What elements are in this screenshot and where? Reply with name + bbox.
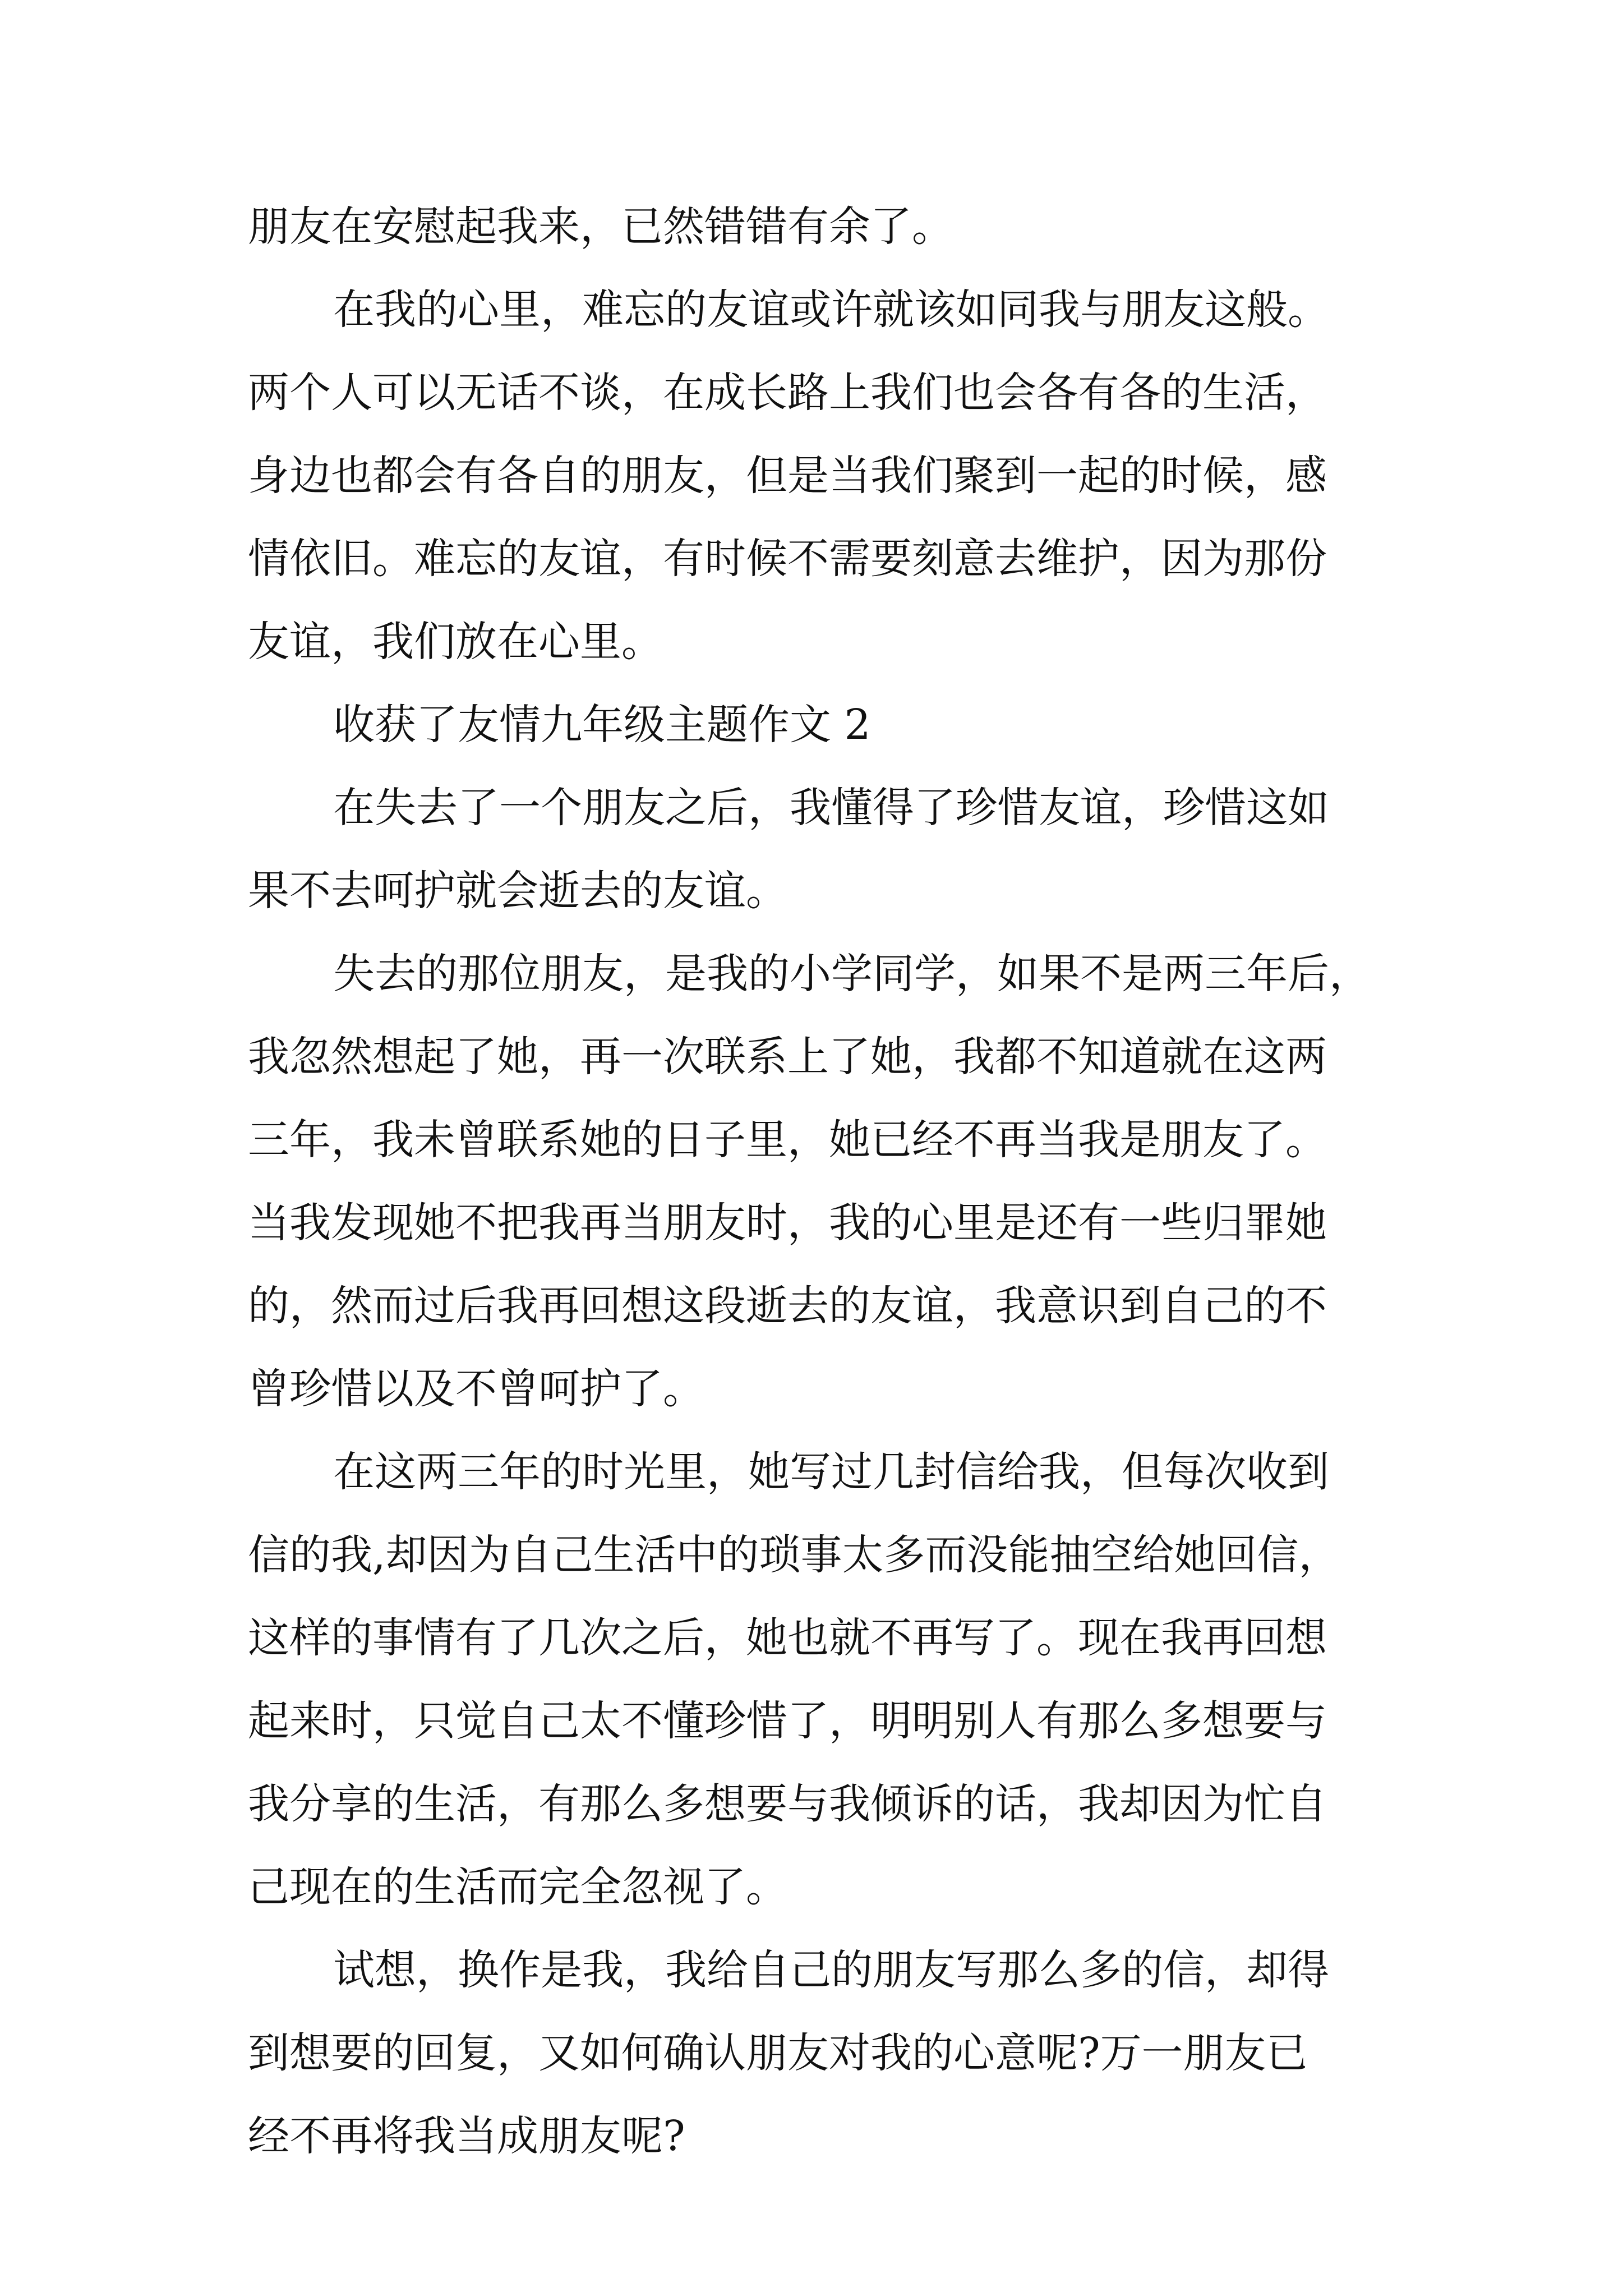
- text-line: 当我发现她不把我再当朋友时，我的心里是还有一些归罪她: [248, 1199, 1327, 1247]
- paragraph-first-line: 在失去了一个朋友之后，我懂得了珍惜友谊，珍惜这如: [333, 784, 1329, 832]
- text-line: 朋友在安慰起我来，已然错错有余了。: [248, 203, 953, 251]
- text-line: 信的我,却因为自己生活中的琐事太多而没能抽空给她回信，: [248, 1531, 1340, 1579]
- text-line: 情依旧。难忘的友谊，有时候不需要刻意去维护，因为那份: [248, 535, 1327, 583]
- paragraph-first-line: 失去的那位朋友，是我的小学同学，如果不是两三年后，: [333, 950, 1371, 998]
- text-line: 起来时，只觉自己太不懂珍惜了，明明别人有那么多想要与: [248, 1697, 1327, 1745]
- text-line: 身边也都会有各自的朋友，但是当我们聚到一起的时候，感: [248, 452, 1327, 500]
- essay-body: [248, 185, 1426, 2178]
- text-line: 经不再将我当成朋友呢?: [248, 2112, 685, 2160]
- text-line: 友谊，我们放在心里。: [248, 618, 663, 666]
- essay-heading: 收获了友情九年级主题作文 2: [333, 701, 871, 749]
- text-line: 果不去呵护就会逝去的友谊。: [248, 867, 787, 915]
- text-line: 曾珍惜以及不曾呵护了。: [248, 1365, 704, 1413]
- text-line: 我忽然想起了她，再一次联系上了她，我都不知道就在这两: [248, 1033, 1327, 1081]
- text-line: 这样的事情有了几次之后，她也就不再写了。现在我再回想: [248, 1614, 1327, 1662]
- paragraph-first-line: 在这两三年的时光里，她写过几封信给我，但每次收到: [333, 1448, 1329, 1496]
- text-line: 的，然而过后我再回想这段逝去的友谊，我意识到自己的不: [248, 1282, 1327, 1330]
- text-line: 到想要的回复，又如何确认朋友对我的心意呢?万一朋友已: [248, 2029, 1308, 2077]
- paragraph-first-line: 试想，换作是我，我给自己的朋友写那么多的信，却得: [333, 1946, 1329, 1994]
- text-line: 己现在的生活而完全忽视了。: [248, 1863, 787, 1911]
- paragraph-first-line: 在我的心里，难忘的友谊或许就该如同我与朋友这般。: [333, 286, 1329, 334]
- text-line: 两个人可以无话不谈，在成长路上我们也会各有各的生活，: [248, 369, 1327, 417]
- text-line: 我分享的生活，有那么多想要与我倾诉的话，我却因为忙自: [248, 1780, 1327, 1828]
- text-line: 三年，我未曾联系她的日子里，她已经不再当我是朋友了。: [248, 1116, 1327, 1164]
